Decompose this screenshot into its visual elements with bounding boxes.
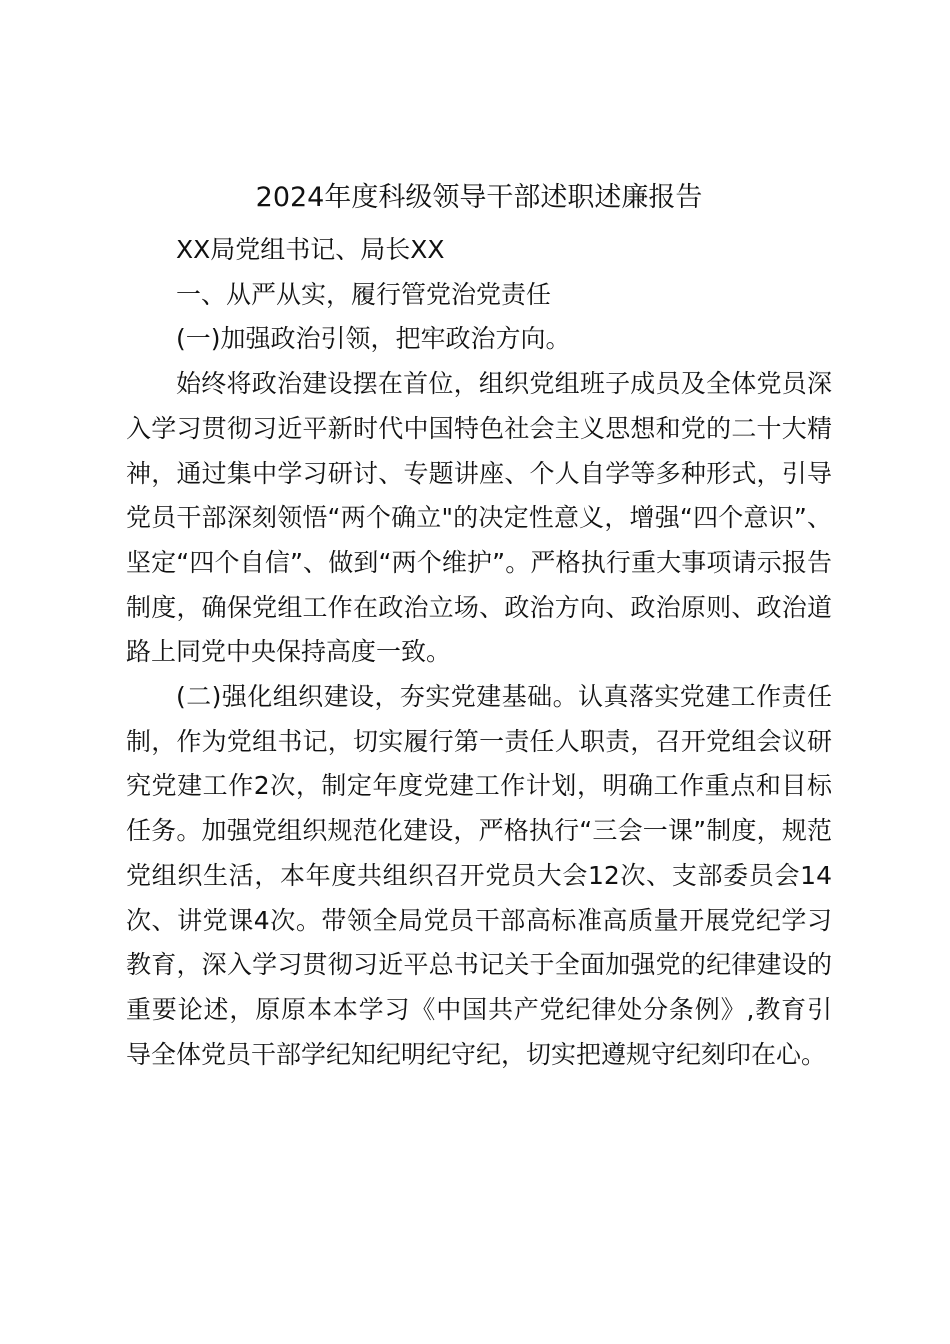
body-paragraph-1: 始终将政治建设摆在首位，组织党组班子成员及全体党员深入学习贯彻习近平新时代中国特色社会主义思想和党的二十大精神，通过集中学习研讨、专题讲座、个人自学等多种形式，引导党员干部深刻领悟“两个确立"的决定性意义，增强“四个意识”、坚定“四个自信”、做到“两个维护”。严格执行重大事项请示报告制度，确保党组工作在政治立场、政治方向、政治原则、政治道路上同党中央保持高度一致。	[126, 369, 832, 667]
author-line: XX局党组书记、局长XX	[176, 235, 445, 264]
document-title: 2024年度科级领导干部述职述廉报告	[255, 182, 703, 213]
body-paragraph-2: (二)强化组织建设，夯实党建基础。认真落实党建工作责任制，作为党组书记，切实履行第一责任人职责，召开党组会议研究党建工作2次，制定年度党建工作计划，明确工作重点和目标任务。加强党组织规范化建设，严格执行“三会一课”制度，规范党组织生活，本年度共组织召开党员大会12次、支部委员会14次、讲党课4次。带领全局党员干部高标准高质量开展党纪学习教育，深入学习贯彻习近平总书记关于全面加强党的纪律建设的重要论述，原原本本学习《中国共产党纪律处分条例》,教育引导全体党员干部学纪知纪明纪守纪，切实把遵规守纪刻印在心。	[126, 682, 832, 1069]
subsection-heading: (一)加强政治引领，把牢政治方向。	[176, 324, 571, 354]
document-page	[126, 172, 832, 1077]
section-heading: 一、从严从实，履行管党治党责任	[176, 279, 552, 309]
